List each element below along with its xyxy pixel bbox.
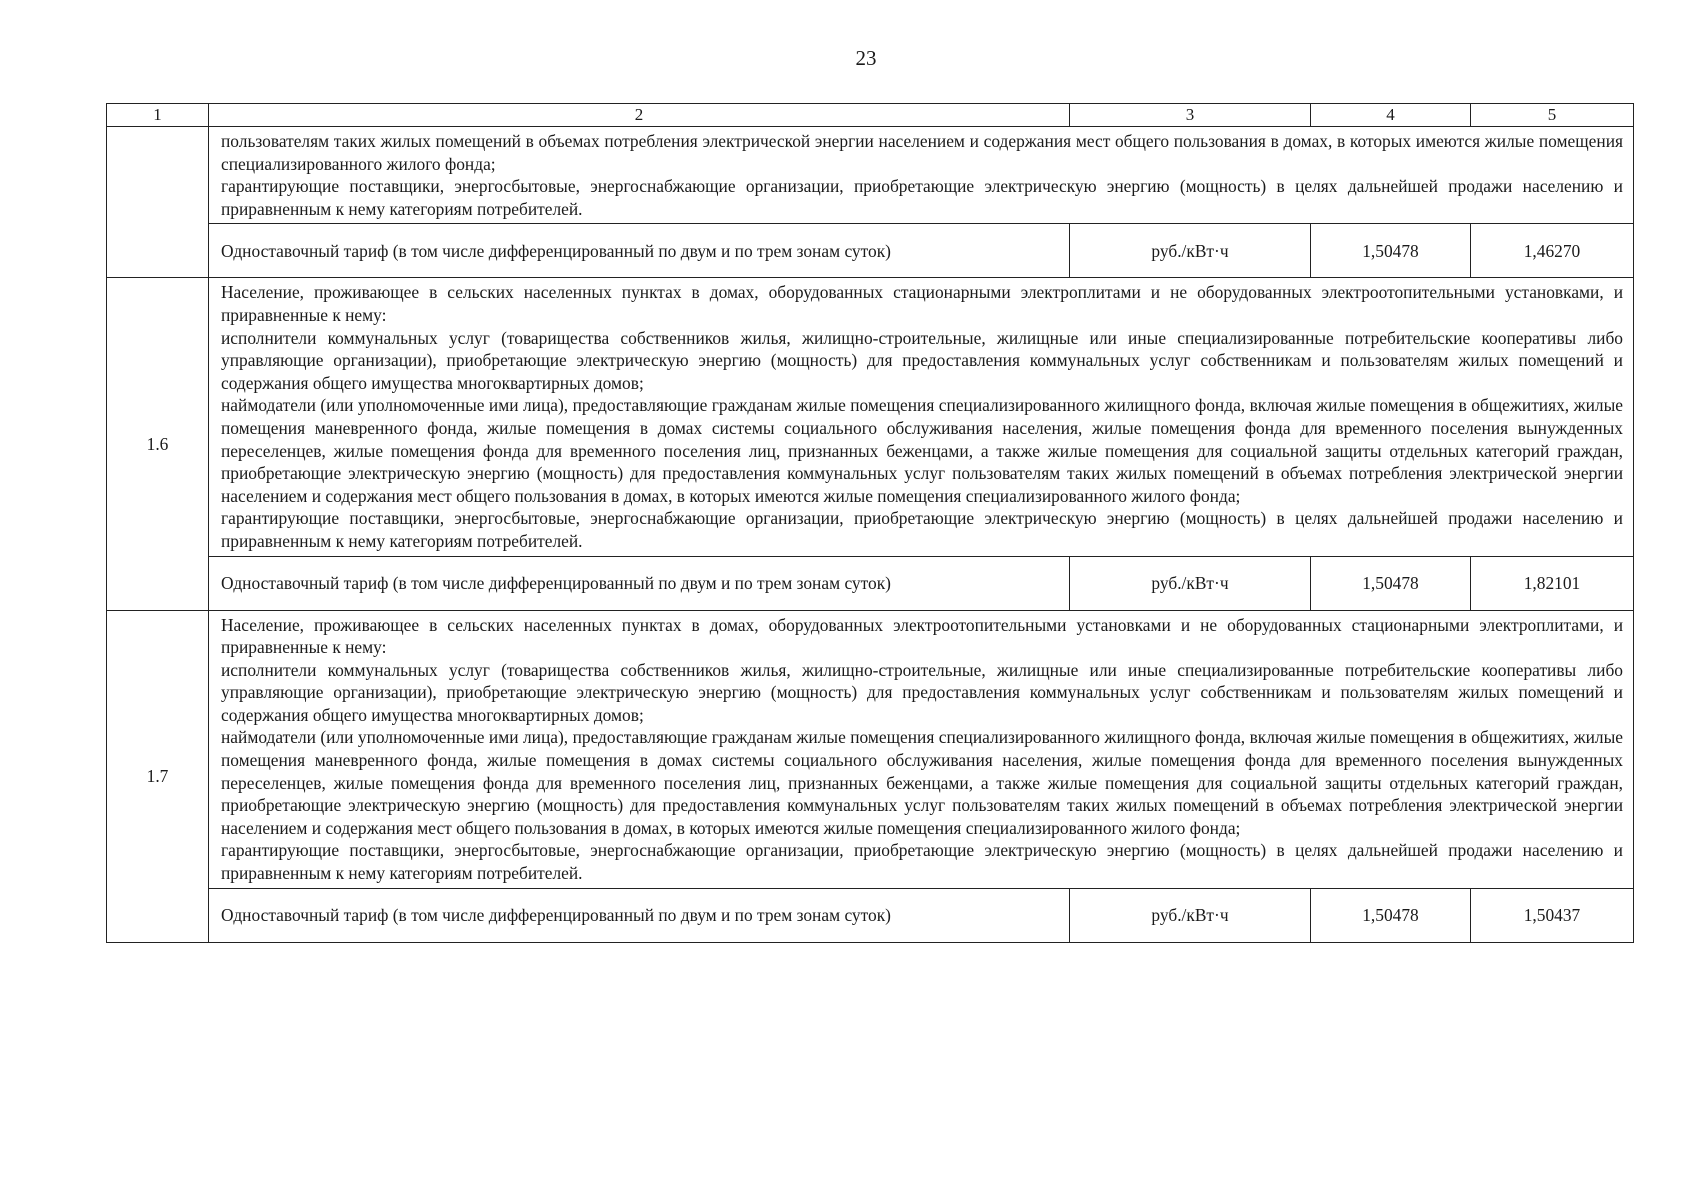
description-paragraph: наймодатели (или уполномоченные ими лица), предоставляющие гражданам жилые помещения специализированного жилищного фонда, включая жилые помещения в общежитиях, жилые помещения маневренного фонда, жилые помещения в домах системы социального обслуживания населения, жилые помещения фонда для временного поселения вынужденных переселенцев, жилые помещения фонда для временного поселения лиц, признанных беженцами, а также жилые помещения для социальной защиты отдельных категорий граждан, приобретающие электрическую энергию (мощность) для предоставления коммунальных услуг пользователям таких жилых помещений в объемах потребления электрической энергии населением и содержания мест общего пользования в домах, в которых имеются жилые помещения специализированного жилого фонда;	[221, 395, 1623, 506]
tariff-name: Одноставочный тариф (в том числе дифференцированный по двум и по трем зонам суток)	[209, 224, 1070, 278]
description-paragraph: гарантирующие поставщики, энергосбытовые, энергоснабжающие организации, приобретающие электрическую энергию (мощность) в целях дальнейшей продажи населению и приравненным к нему категориям потребителей.	[221, 508, 1623, 551]
tariff-row	[107, 888, 1634, 942]
column-header-3: 3	[1070, 104, 1311, 127]
page-number: 23	[855, 46, 877, 70]
description-paragraph: наймодатели (или уполномоченные ими лица), предоставляющие гражданам жилые помещения специализированного жилищного фонда, включая жилые помещения в общежитиях, жилые помещения маневренного фонда, жилые помещения в домах системы социального обслуживания населения, жилые помещения фонда для временного поселения вынужденных переселенцев, жилые помещения фонда для временного поселения лиц, признанных беженцами, а также жилые помещения для социальной защиты отдельных категорий граждан, приобретающие электрическую энергию (мощность) для предоставления коммунальных услуг пользователям таких жилых помещений в объемах потребления электрической энергии населением и содержания мест общего пользования в домах, в которых имеются жилые помещения специализированного жилого фонда;	[221, 727, 1623, 838]
description-paragraph: Население, проживающее в сельских населенных пунктах в домах, оборудованных электроотопительными установками и не оборудованных стационарными электроплитами, и приравненные к нему:	[221, 614, 1623, 658]
tariff-table	[106, 103, 1634, 943]
section-description-row	[107, 127, 1634, 224]
tariff-unit: руб./кВт·ч	[1070, 556, 1311, 610]
tariff-value-col4: 1,50478	[1311, 888, 1471, 942]
tariff-row	[107, 224, 1634, 278]
description-paragraph: пользователям таких жилых помещений в объемах потребления электрической энергии населением и содержания мест общего пользования в домах, в которых имеются жилые помещения специализированного жилого фонда;	[221, 131, 1623, 174]
section-number	[107, 127, 209, 278]
column-header-5: 5	[1471, 104, 1634, 127]
section-description-row	[107, 610, 1634, 888]
section-description	[209, 127, 1634, 224]
tariff-value-col4: 1,50478	[1311, 556, 1471, 610]
description-paragraph: исполнители коммунальных услуг (товарищества собственников жилья, жилищно-строительные, жилищные или иные специализированные потребительские кооперативы либо управляющие организации), приобретающие электрическую энергию (мощность) для предоставления коммунальных услуг собственникам и пользователям жилых помещений и содержания общего имущества многоквартирных домов;	[221, 327, 1623, 393]
tariff-value-col4: 1,50478	[1311, 224, 1471, 278]
description-paragraph: исполнители коммунальных услуг (товарищества собственников жилья, жилищно-строительные, жилищные или иные специализированные потребительские кооперативы либо управляющие организации), приобретающие электрическую энергию (мощность) для предоставления коммунальных услуг собственникам и пользователям жилых помещений и содержания общего имущества многоквартирных домов;	[221, 659, 1623, 725]
tariff-value-col5: 1,82101	[1471, 556, 1634, 610]
section-number: 1.6	[107, 278, 209, 610]
tariff-unit: руб./кВт·ч	[1070, 888, 1311, 942]
table-header-row	[107, 104, 1634, 127]
section-description	[209, 610, 1634, 888]
tariff-unit: руб./кВт·ч	[1070, 224, 1311, 278]
section-number: 1.7	[107, 610, 209, 942]
tariff-name: Одноставочный тариф (в том числе дифференцированный по двум и по трем зонам суток)	[209, 556, 1070, 610]
description-paragraph: гарантирующие поставщики, энергосбытовые, энергоснабжающие организации, приобретающие электрическую энергию (мощность) в целях дальнейшей продажи населению и приравненным к нему категориям потребителей.	[221, 840, 1623, 884]
tariff-row	[107, 556, 1634, 610]
section-description-row	[107, 278, 1634, 556]
column-header-4: 4	[1311, 104, 1471, 127]
column-header-1: 1	[107, 104, 209, 127]
description-paragraph: гарантирующие поставщики, энергосбытовые, энергоснабжающие организации, приобретающие электрическую энергию (мощность) в целях дальнейшей продажи населению и приравненным к нему категориям потребителей.	[221, 176, 1623, 219]
tariff-value-col5: 1,50437	[1471, 888, 1634, 942]
section-description	[209, 278, 1634, 556]
column-header-2: 2	[209, 104, 1070, 127]
tariff-value-col5: 1,46270	[1471, 224, 1634, 278]
description-paragraph: Население, проживающее в сельских населенных пунктах в домах, оборудованных стационарными электроплитами и не оборудованных электроотопительными установками, и приравненные к нему:	[221, 282, 1623, 325]
tariff-name: Одноставочный тариф (в том числе дифференцированный по двум и по трем зонам суток)	[209, 888, 1070, 942]
